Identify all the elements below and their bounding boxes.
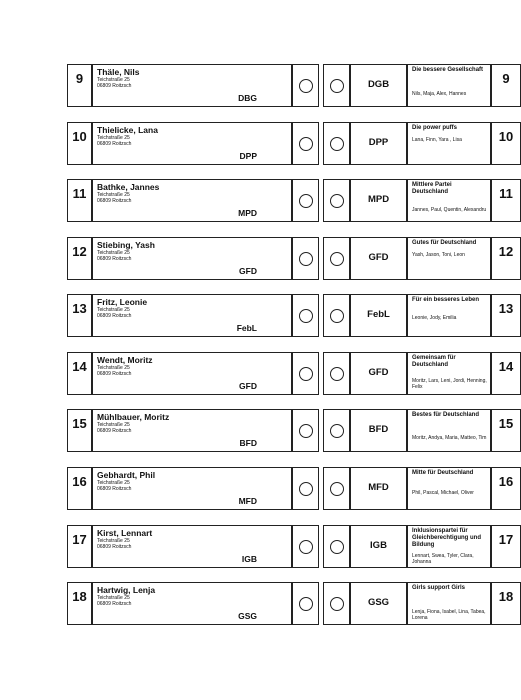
candidate-vote-cell (292, 582, 319, 625)
candidate-street: Teichstraße 25 (97, 192, 130, 198)
candidate-cell (92, 237, 292, 280)
candidate-name: Gebhardt, Phil (97, 470, 156, 480)
ballot-row (67, 467, 514, 510)
candidate-city: 06809 Roitzsch (97, 256, 132, 262)
candidate-number: 16 (72, 474, 87, 489)
candidate-street: Teichstraße 25 (97, 422, 130, 428)
party-cell (407, 179, 491, 222)
candidate-cell (92, 409, 292, 452)
party-number: 14 (498, 359, 514, 374)
candidate-number: 11 (72, 186, 87, 201)
ballot-row (67, 179, 513, 222)
party-abbreviation-cell (350, 582, 407, 625)
candidate-number-cell (67, 582, 92, 625)
party-name: Bestes für Deutschland (412, 412, 480, 418)
party-number: 13 (498, 301, 514, 316)
candidate-number: 12 (72, 244, 87, 259)
candidate-number-cell (67, 237, 92, 280)
party-cell (407, 582, 491, 625)
party-abbreviation-cell (350, 237, 407, 280)
party-cell (407, 352, 491, 395)
candidate-number: 18 (72, 589, 87, 604)
party-abbreviation: IGB (370, 540, 387, 551)
party-abbreviation-cell (350, 352, 407, 395)
candidate-number-cell (67, 352, 92, 395)
candidate-number: 17 (72, 532, 87, 547)
party-number: 11 (499, 186, 513, 201)
party-vote-circle[interactable] (330, 367, 344, 381)
party-members: Phil, Pascal, Michael, Oliver (412, 490, 474, 496)
candidate-city: 06809 Roitzsch (97, 198, 132, 204)
party-name: Girls support Girls (412, 585, 466, 591)
candidate-name: Kirst, Lennart (97, 528, 153, 538)
party-vote-cell (323, 525, 350, 568)
ballot-row (67, 64, 510, 107)
candidate-address (97, 250, 131, 262)
party-members: Lennart, Swea, Tyler, Clara, Johanna (412, 553, 474, 565)
party-vote-cell (323, 294, 350, 337)
candidate-vote-circle[interactable] (299, 137, 313, 151)
party-vote-circle[interactable] (330, 79, 344, 93)
candidate-vote-cell (292, 179, 319, 222)
candidate-name: Fritz, Leonie (97, 297, 148, 307)
candidate-address (97, 595, 131, 607)
party-members: Yash, Jason, Toni, Leon (412, 252, 465, 258)
party-number-cell (491, 294, 521, 337)
candidate-vote-circle[interactable] (299, 424, 313, 438)
candidate-city: 06809 Roitzsch (97, 83, 132, 89)
party-abbreviation: DPP (368, 137, 389, 148)
candidate-name: Wendt, Moritz (97, 355, 153, 365)
candidate-vote-cell (292, 64, 319, 107)
ballot-row (67, 294, 514, 337)
candidate-vote-cell (292, 525, 319, 568)
candidate-party: BFD (239, 438, 257, 448)
candidate-street: Teichstraße 25 (97, 77, 130, 83)
candidate-number: 10 (72, 129, 87, 144)
candidate-vote-circle[interactable] (299, 367, 313, 381)
candidate-street: Teichstraße 25 (97, 480, 130, 486)
candidate-address (97, 538, 131, 550)
party-vote-cell (323, 352, 350, 395)
party-abbreviation-cell (350, 525, 407, 568)
party-name: Die power puffs (412, 125, 458, 131)
candidate-cell (92, 294, 292, 337)
candidate-party: GFD (239, 266, 257, 276)
candidate-address (97, 422, 131, 434)
candidate-name: Hartwig, Lenja (97, 585, 156, 595)
party-number-cell (491, 179, 521, 222)
party-name: Für ein besseres Leben (412, 297, 480, 303)
party-name: Mitte für Deutschland (412, 470, 474, 476)
party-abbreviation: FebL (367, 309, 390, 320)
candidate-cell (92, 179, 292, 222)
candidate-cell (92, 467, 292, 510)
party-members: Lana, Finn, Yara , Lisa (412, 137, 462, 143)
party-number: 16 (498, 474, 514, 489)
candidate-address (97, 365, 131, 377)
party-members: Moritz, Lars, Leni, Jordi, Henning, Felix (412, 378, 487, 390)
party-abbreviation: MFD (368, 482, 389, 493)
party-abbreviation-cell (350, 122, 407, 165)
party-number: 15 (498, 416, 514, 431)
candidate-address (97, 480, 131, 492)
party-abbreviation-cell (350, 179, 407, 222)
ballot-row (67, 525, 514, 568)
party-abbreviation-cell (350, 409, 407, 452)
party-number-cell (491, 64, 521, 107)
candidate-name: Thielicke, Lana (97, 125, 158, 135)
party-vote-circle[interactable] (330, 309, 344, 323)
candidate-cell (92, 582, 292, 625)
party-number: 9 (502, 71, 510, 86)
candidate-address (97, 77, 131, 89)
party-vote-cell (323, 64, 350, 107)
party-abbreviation: MPD (367, 194, 390, 205)
candidate-address (97, 307, 131, 319)
party-abbreviation-cell (350, 467, 407, 510)
candidate-number-cell (67, 179, 92, 222)
candidate-number-cell (67, 525, 92, 568)
candidate-vote-circle[interactable] (299, 194, 313, 208)
candidate-street: Teichstraße 25 (97, 135, 130, 141)
party-abbreviation-cell (350, 294, 407, 337)
party-number-cell (491, 525, 521, 568)
candidate-party: DBG (238, 93, 257, 103)
party-name: Die bessere Gesellschaft (412, 67, 484, 73)
candidate-vote-cell (292, 294, 319, 337)
candidate-city: 06809 Roitzsch (97, 141, 132, 147)
candidate-party: DPP (239, 151, 257, 161)
candidate-party: FebL (236, 323, 257, 333)
party-number: 12 (498, 244, 514, 259)
candidate-city: 06809 Roitzsch (97, 313, 132, 319)
candidate-vote-cell (292, 467, 319, 510)
ballot-row (67, 582, 514, 625)
candidate-city: 06809 Roitzsch (97, 544, 132, 550)
candidate-vote-circle[interactable] (299, 79, 313, 93)
party-cell (407, 294, 491, 337)
candidate-vote-circle[interactable] (299, 309, 313, 323)
ballot-row (67, 122, 514, 165)
candidate-party: MFD (238, 496, 257, 506)
candidate-party: IGB (241, 554, 257, 564)
party-name: Mittlere Partei Deutschland (412, 182, 452, 195)
candidate-name: Bathke, Jannes (97, 182, 160, 192)
party-members: Jannes, Paul, Quentin, Alexandru (412, 207, 487, 213)
candidate-party: GSG (238, 611, 257, 621)
candidate-address (97, 192, 131, 204)
ballot-row (67, 409, 514, 452)
party-members: Nils, Maja, Alex, Hannes (412, 91, 467, 97)
party-number-cell (491, 122, 521, 165)
party-name: Gemeinsam für Deutschland (412, 355, 456, 368)
candidate-street: Teichstraße 25 (97, 595, 130, 601)
party-vote-cell (323, 122, 350, 165)
candidate-street: Teichstraße 25 (97, 307, 130, 313)
candidate-vote-cell (292, 409, 319, 452)
candidate-street: Teichstraße 25 (97, 538, 130, 544)
candidate-number: 15 (72, 416, 87, 431)
party-abbreviation: GSG (367, 597, 390, 608)
party-abbreviation: GFD (368, 367, 389, 378)
party-abbreviation-cell (350, 64, 407, 107)
candidate-street: Teichstraße 25 (97, 250, 130, 256)
party-number-cell (491, 352, 521, 395)
candidate-party: GFD (239, 381, 257, 391)
ballot-row (67, 237, 514, 280)
party-vote-cell (323, 179, 350, 222)
party-vote-cell (323, 582, 350, 625)
party-vote-circle[interactable] (330, 597, 344, 611)
party-vote-cell (323, 467, 350, 510)
party-number-cell (491, 467, 521, 510)
candidate-number: 14 (72, 359, 87, 374)
candidate-party: MPD (238, 208, 257, 218)
candidate-name: Mühlbauer, Moritz (97, 412, 170, 422)
party-vote-circle[interactable] (330, 194, 344, 208)
candidate-number-cell (67, 467, 92, 510)
party-vote-circle[interactable] (330, 137, 344, 151)
candidate-vote-circle[interactable] (299, 540, 313, 554)
candidate-number-cell (67, 64, 92, 107)
party-number: 17 (498, 532, 514, 547)
candidate-number: 13 (72, 301, 87, 316)
party-vote-cell (323, 409, 350, 452)
candidate-name: Stiebing, Yash (97, 240, 155, 250)
party-number-cell (491, 237, 521, 280)
party-cell (407, 525, 491, 568)
party-name: Gutes für Deutschland (412, 240, 477, 246)
party-abbreviation: GFD (368, 252, 389, 263)
party-number: 10 (498, 129, 514, 144)
party-number-cell (491, 582, 521, 625)
party-cell (407, 122, 491, 165)
party-cell (407, 64, 491, 107)
party-vote-circle[interactable] (330, 252, 344, 266)
candidate-number-cell (67, 409, 92, 452)
ballot-row (67, 352, 514, 395)
party-vote-cell (323, 237, 350, 280)
party-cell (407, 237, 491, 280)
candidate-cell (92, 64, 292, 107)
party-vote-circle[interactable] (330, 540, 344, 554)
candidate-number-cell (67, 122, 92, 165)
candidate-vote-circle[interactable] (299, 252, 313, 266)
candidate-city: 06809 Roitzsch (97, 371, 132, 377)
party-abbreviation: DGB (367, 79, 390, 90)
party-vote-circle[interactable] (330, 424, 344, 438)
party-number: 18 (498, 589, 514, 604)
candidate-address (97, 135, 131, 147)
party-number-cell (491, 409, 521, 452)
candidate-vote-circle[interactable] (299, 482, 313, 496)
party-abbreviation: BFD (368, 424, 389, 435)
party-members: Lenja, Fiona, Isabel, Lina, Tabea, Lorena (412, 609, 486, 621)
candidate-cell (92, 122, 292, 165)
candidate-city: 06809 Roitzsch (97, 486, 132, 492)
party-name: Inklusionspartei für Gleichberechtigung und Bildung (412, 528, 482, 548)
candidate-number: 9 (75, 71, 84, 86)
candidate-vote-cell (292, 122, 319, 165)
candidate-vote-circle[interactable] (299, 597, 313, 611)
candidate-vote-cell (292, 352, 319, 395)
candidate-city: 06809 Roitzsch (97, 428, 132, 434)
candidate-name: Thäle, Nils (97, 67, 140, 77)
candidate-vote-cell (292, 237, 319, 280)
party-members: Leonie, Jody, Emilia (412, 315, 457, 321)
party-cell (407, 467, 491, 510)
candidate-cell (92, 525, 292, 568)
candidate-number-cell (67, 294, 92, 337)
party-cell (407, 409, 491, 452)
candidate-city: 06809 Roitzsch (97, 601, 132, 607)
candidate-cell (92, 352, 292, 395)
party-vote-circle[interactable] (330, 482, 344, 496)
candidate-street: Teichstraße 25 (97, 365, 130, 371)
party-members: Moritz, Andya, Maria, Matteo, Tim (412, 435, 487, 441)
